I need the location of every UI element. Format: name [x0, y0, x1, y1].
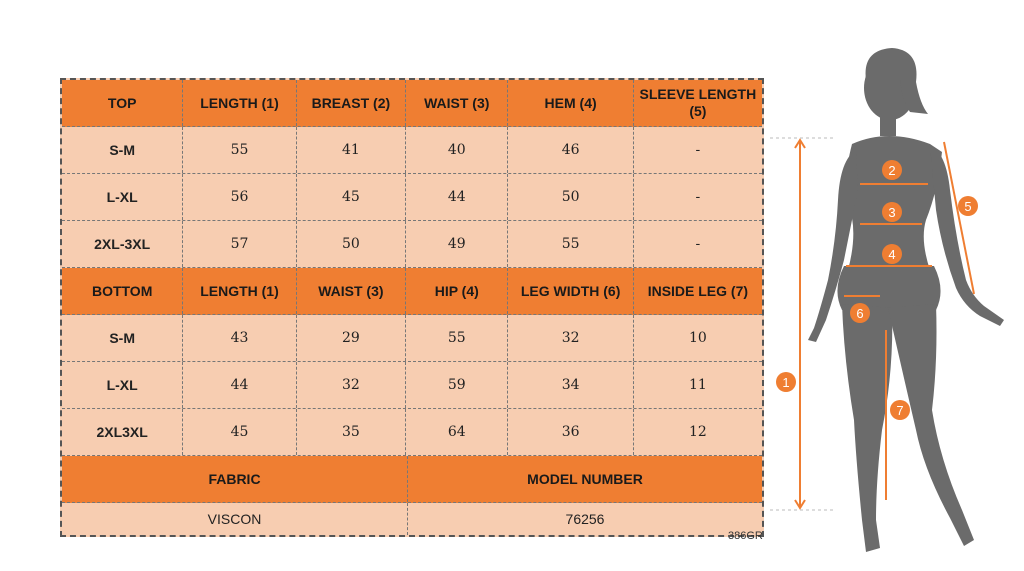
table-row [62, 221, 762, 268]
svg-text:2: 2 [888, 163, 896, 178]
header-cell: LENGTH (1) [183, 268, 296, 314]
table-cell: 50 [508, 174, 633, 220]
marker-3-icon [882, 202, 902, 222]
length-arrow [795, 140, 805, 508]
table-row [62, 362, 762, 409]
size-chart-table [60, 78, 764, 537]
table-cell: 34 [508, 362, 633, 408]
table-cell: 44 [183, 362, 296, 408]
header-cell: LEG WIDTH (6) [508, 268, 633, 314]
header-cell: INSIDE LEG (7) [647, 282, 749, 299]
fabric-label: FABRIC [62, 456, 408, 502]
size-label: S-M [62, 127, 183, 173]
table-cell: 55 [183, 127, 296, 173]
table-cell: 56 [183, 174, 296, 220]
header-cell: SLEEVE LENGTH (5) [639, 86, 757, 119]
marker-5-icon [958, 196, 978, 216]
svg-text:3: 3 [888, 205, 896, 220]
model-number-value: 76256 [565, 510, 605, 527]
table-cell: 44 [406, 174, 508, 220]
table-cell: 64 [406, 409, 508, 455]
table-row [62, 315, 762, 362]
size-label: 2XL-3XL [62, 221, 183, 267]
table-cell: 43 [183, 315, 296, 361]
svg-text:4: 4 [888, 247, 896, 262]
table-cell: 45 [183, 409, 296, 455]
table-cell: 57 [183, 221, 296, 267]
header-cell: WAIST (3) [406, 80, 508, 126]
table-cell: 49 [406, 221, 508, 267]
top-header-row [62, 80, 762, 127]
header-cell: HIP (4) [406, 268, 508, 314]
header-cell: LENGTH (1) [183, 80, 296, 126]
body-measurement-figure [770, 40, 1024, 560]
reference-code: 386GR [728, 530, 763, 542]
size-label: 2XL3XL [62, 409, 183, 455]
size-label: L-XL [62, 174, 183, 220]
table-cell: 32 [508, 315, 633, 361]
size-label: L-XL [62, 362, 183, 408]
marker-2-icon [882, 160, 902, 180]
marker-1-icon [776, 372, 796, 392]
bottom-header-row [62, 268, 762, 315]
table-cell: - [695, 188, 701, 205]
footer-value-row [62, 503, 762, 535]
table-cell: 41 [297, 127, 406, 173]
header-cell: WAIST (3) [297, 268, 406, 314]
marker-6-icon [850, 303, 870, 323]
marker-7-icon [890, 400, 910, 420]
table-cell: - [695, 235, 701, 252]
table-cell: 36 [508, 409, 633, 455]
table-cell: 45 [297, 174, 406, 220]
table-cell: 32 [297, 362, 406, 408]
woman-silhouette-icon [808, 48, 1004, 552]
table-row [62, 174, 762, 221]
table-cell: 12 [688, 423, 707, 440]
marker-4-icon [882, 244, 902, 264]
svg-text:1: 1 [782, 375, 790, 390]
table-row [62, 409, 762, 456]
table-cell: - [695, 141, 701, 158]
fabric-value: VISCON [62, 503, 408, 535]
header-cell: BREAST (2) [297, 80, 406, 126]
table-cell: 55 [406, 315, 508, 361]
svg-text:7: 7 [896, 403, 904, 418]
table-cell: 50 [297, 221, 406, 267]
table-cell: 10 [688, 329, 707, 346]
model-number-label: MODEL NUMBER [527, 470, 643, 487]
table-cell: 11 [688, 376, 707, 393]
header-cell: HEM (4) [508, 80, 633, 126]
table-cell: 40 [406, 127, 508, 173]
header-cell: BOTTOM [62, 268, 183, 314]
table-cell: 29 [297, 315, 406, 361]
svg-text:6: 6 [856, 306, 864, 321]
size-label: S-M [62, 315, 183, 361]
header-cell: TOP [62, 80, 183, 126]
table-cell: 46 [508, 127, 633, 173]
table-cell: 59 [406, 362, 508, 408]
table-row [62, 127, 762, 174]
footer-header-row [62, 456, 762, 503]
table-cell: 35 [297, 409, 406, 455]
table-cell: 55 [508, 221, 633, 267]
svg-text:5: 5 [964, 199, 972, 214]
